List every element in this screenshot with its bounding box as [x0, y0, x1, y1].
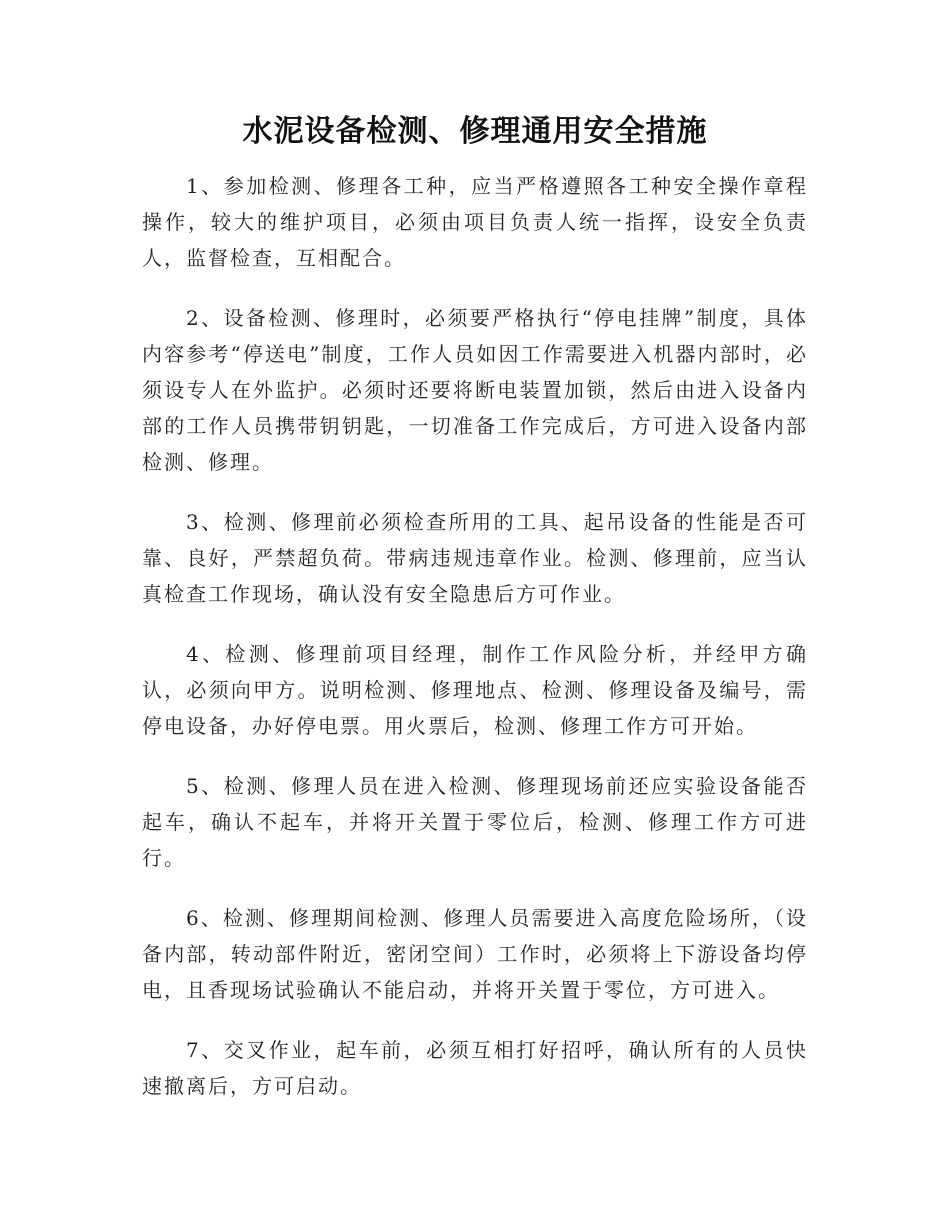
- paragraph-6: 6、检测、修理期间检测、修理人员需要进入高度危险场所，（设备内部，转动部件附近，密闭空间）工作时，必须将上下游设备均停电，且香现场试验确认不能启动，并将开关置于零位，方可进入。: [142, 906, 808, 1002]
- paragraph-3: 3、检测、修理前必须检查所用的工具、起吊设备的性能是否可靠、良好，严禁超负荷。带病违规违章作业。检测、修理前，应当认真检查工作现场，确认没有安全隐患后方可作业。: [142, 510, 808, 606]
- document-body: [142, 168, 808, 1128]
- paragraph-4: 4、检测、修理前项目经理，制作工作风险分析，并经甲方确认，必须向甲方。说明检测、修理地点、检测、修理设备及编号，需停电设备，办好停电票。用火票后，检测、修理工作方可开始。: [142, 642, 808, 738]
- paragraph-7: 7、交叉作业，起车前，必须互相打好招呼，确认所有的人员快速撤离后，方可启动。: [142, 1038, 808, 1098]
- document-title: 水泥设备检测、修理通用安全措施: [242, 114, 708, 149]
- paragraph-1: 1、参加检测、修理各工种，应当严格遵照各工种安全操作章程操作，较大的维护项目，必须由项目负责人统一指挥，设安全负责人，监督检查，互相配合。: [142, 174, 808, 270]
- paragraph-5: 5、检测、修理人员在进入检测、修理现场前还应实验设备能否起车，确认不起车，并将开关置于零位后，检测、修理工作方可进行。: [142, 774, 808, 870]
- paragraph-2: 2、设备检测、修理时，必须要严格执行“停电挂牌”制度，具体内容参考“停送电”制度，工作人员如因工作需要进入机器内部时，必须设专人在外监护。必须时还要将断电装置加锁，然后由进入设备内部的工作人员携带钥钥匙，一切准备工作完成后，方可进入设备内部检测、修理。: [142, 306, 808, 474]
